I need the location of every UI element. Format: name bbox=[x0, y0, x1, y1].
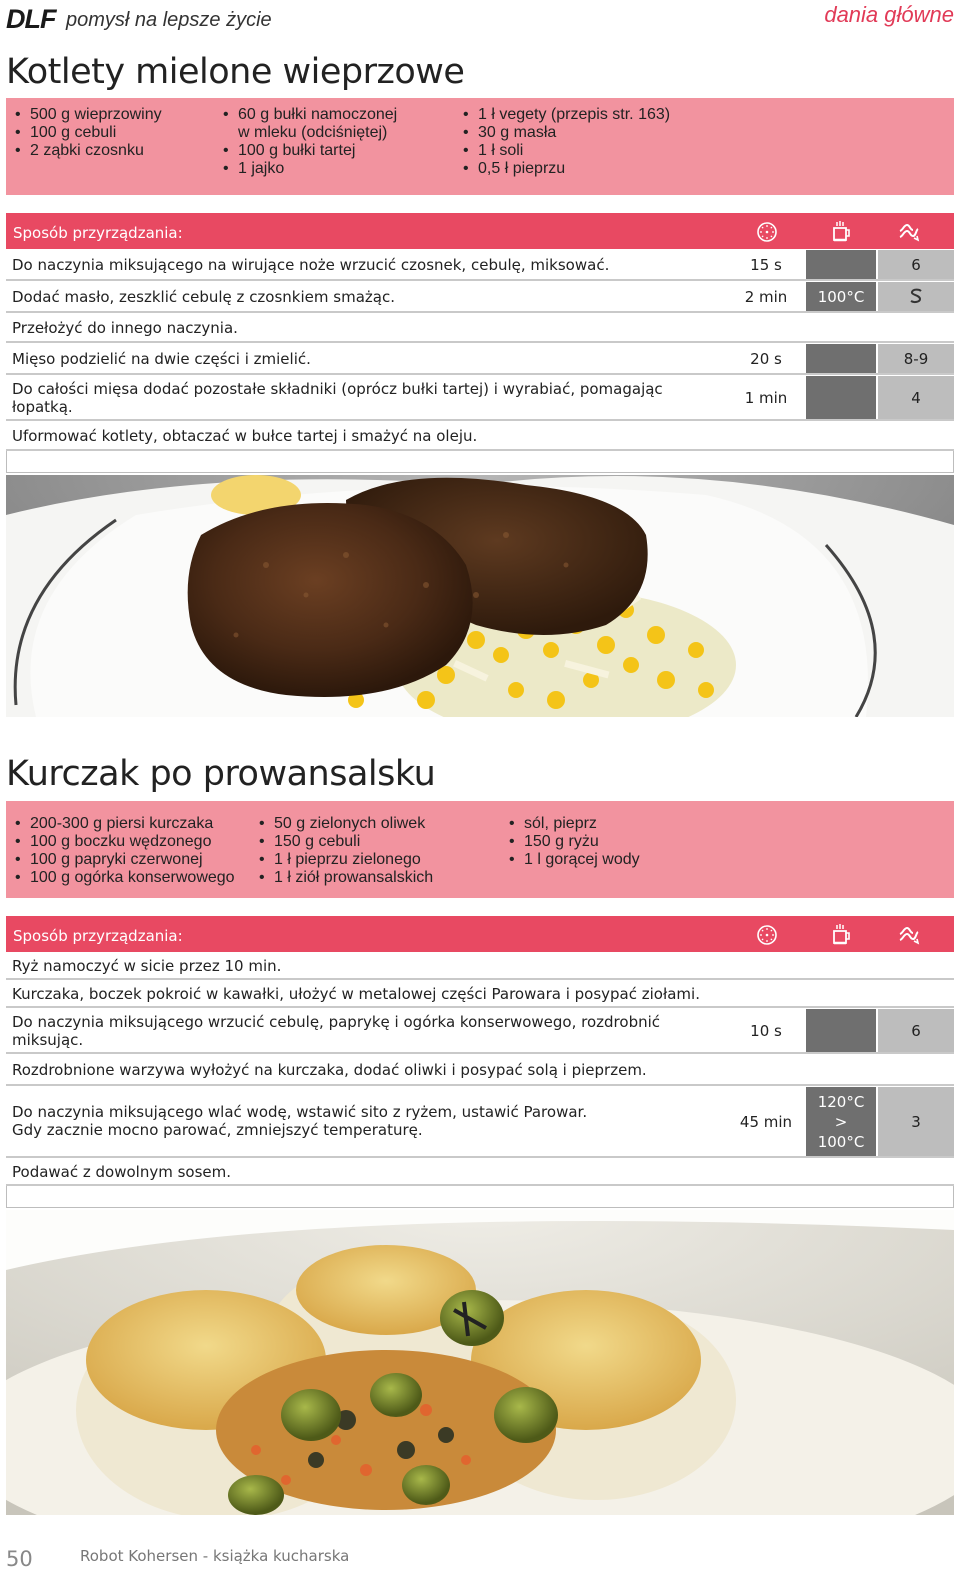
step-text: Uformować kotlety, obtaczać w bułce tartej i smażyć na oleju. bbox=[12, 427, 478, 445]
step-row bbox=[6, 343, 954, 375]
step-speed: 8-9 bbox=[878, 344, 954, 373]
step-text: Dodać masło, zeszklić cebulę z czosnkiem smażąc. bbox=[12, 288, 395, 306]
step-text: Do całości mięsa dodać pozostałe składniki (oprócz bułki tartej) i wyrabiać, pomagając łopatką. bbox=[12, 380, 663, 416]
speed-icon bbox=[897, 923, 921, 947]
method-table bbox=[6, 916, 954, 1208]
step-text: Mięso podzielić na dwie części i zmielić. bbox=[12, 350, 311, 368]
step-row bbox=[6, 249, 954, 281]
clock-icon bbox=[755, 220, 779, 244]
step-row bbox=[6, 1158, 954, 1186]
method-header bbox=[6, 213, 954, 249]
table-spacer-row bbox=[6, 1186, 954, 1208]
speed-icon bbox=[897, 220, 921, 244]
step-row bbox=[6, 952, 954, 980]
step-time: 1 min bbox=[728, 376, 804, 419]
method-label: Sposób przyrządzania: bbox=[13, 224, 183, 242]
ingredient-item-continuation: w mleku (odciśniętej) bbox=[238, 124, 388, 141]
step-row bbox=[6, 980, 954, 1008]
dish-photo-kurczak bbox=[6, 1210, 954, 1515]
ingredient-item: • 50 g zielonych oliwek bbox=[258, 815, 433, 833]
book-title: Robot Kohersen - książka kucharska bbox=[80, 1547, 350, 1565]
page-number: 50 bbox=[6, 1547, 33, 1571]
method-table bbox=[6, 213, 954, 475]
step-text: Ryż namoczyć w sicie przez 10 min. bbox=[12, 957, 282, 975]
table-spacer-row bbox=[6, 451, 954, 473]
category-label: dania główne bbox=[824, 2, 954, 27]
ingredients-column-3 bbox=[508, 815, 640, 869]
temperature-arrow: > bbox=[834, 1112, 848, 1131]
ingredient-item: • 100 g boczku wędzonego bbox=[14, 833, 235, 851]
thermometer-bowl-icon bbox=[829, 220, 853, 244]
page-header bbox=[0, 0, 960, 42]
step-time: 15 s bbox=[728, 250, 804, 279]
step-time: 20 s bbox=[728, 344, 804, 373]
ingredient-item: • 100 g ogórka konserwowego bbox=[14, 869, 235, 887]
ingredients-column-2 bbox=[258, 815, 433, 887]
ingredient-item: • 200-300 g piersi kurczaka bbox=[14, 815, 235, 833]
step-text: Do naczynia miksującego na wirujące noże wrzucić czosnek, cebulę, miksować. bbox=[12, 256, 610, 274]
ingredients-column-1 bbox=[14, 106, 162, 160]
spoon-speed-icon bbox=[908, 288, 924, 306]
ingredient-item: • 500 g wieprzowiny bbox=[14, 106, 162, 124]
step-row bbox=[6, 1054, 954, 1086]
step-time: 2 min bbox=[728, 282, 804, 311]
ingredients-column-1 bbox=[14, 815, 235, 887]
step-row bbox=[6, 375, 954, 421]
ingredient-item: • 150 g cebuli bbox=[258, 833, 433, 851]
step-text: Rozdrobnione warzywa wyłożyć na kurczaka, dodać oliwki i posypać solą i pieprzem. bbox=[12, 1061, 647, 1079]
method-header bbox=[6, 916, 954, 952]
step-temperature: 100°C bbox=[806, 282, 876, 311]
step-row bbox=[6, 313, 954, 343]
step-row bbox=[6, 421, 954, 451]
step-text: Do naczynia miksującego wrzucić cebulę, paprykę i ogórka konserwowego, rozdrobnić miksując. bbox=[12, 1013, 661, 1049]
step-speed: 3 bbox=[878, 1087, 954, 1156]
temperature-start: 120°C bbox=[817, 1092, 865, 1111]
ingredients-column-3 bbox=[462, 106, 670, 178]
ingredients-column-2 bbox=[222, 106, 397, 178]
ingredient-item: • 100 g bułki tartej bbox=[222, 142, 397, 160]
step-temperature bbox=[806, 1009, 876, 1052]
step-speed: 6 bbox=[878, 250, 954, 279]
step-temperature bbox=[806, 376, 876, 419]
step-speed: 6 bbox=[878, 1009, 954, 1052]
method-label: Sposób przyrządzania: bbox=[13, 927, 183, 945]
ingredient-item: • 2 ząbki czosnku bbox=[14, 142, 162, 160]
clock-icon bbox=[755, 923, 779, 947]
ingredients-panel bbox=[6, 801, 954, 898]
step-text-line2: Gdy zacznie mocno parować, zmniejszyć temperaturę. bbox=[12, 1121, 423, 1139]
brand-tagline: pomysł na lepsze życie bbox=[66, 9, 272, 31]
step-time: 45 min bbox=[728, 1087, 804, 1156]
step-text: Przełożyć do innego naczynia. bbox=[12, 319, 238, 337]
temperature-end: 100°C bbox=[817, 1132, 865, 1151]
step-text: Podawać z dowolnym sosem. bbox=[12, 1163, 232, 1181]
ingredient-item: • 1 jajko bbox=[222, 160, 397, 178]
ingredient-item: • 100 g cebuli bbox=[14, 124, 162, 142]
ingredient-item: • 100 g papryki czerwonej bbox=[14, 851, 235, 869]
ingredient-item: • sól, pieprz bbox=[508, 815, 640, 833]
step-text: Kurczaka, boczek pokroić w kawałki, ułożyć w metalowej części Parowara i posypać ziołami. bbox=[12, 985, 700, 1003]
ingredient-item: • 1 ł ziół prowansalskich bbox=[258, 869, 433, 887]
ingredients-panel bbox=[6, 98, 954, 195]
step-speed bbox=[878, 282, 954, 311]
brand-logo: DLF bbox=[6, 4, 56, 34]
step-temperature bbox=[806, 1087, 876, 1156]
recipe-title: Kotlety mielone wieprzowe bbox=[6, 52, 465, 92]
step-speed: 4 bbox=[878, 376, 954, 419]
step-temperature bbox=[806, 250, 876, 279]
ingredient-item: • 0,5 ł pieprzu bbox=[462, 160, 670, 178]
step-row bbox=[6, 281, 954, 313]
step-text: Do naczynia miksującego wlać wodę, wstawić sito z ryżem, ustawić Parowar. bbox=[12, 1103, 588, 1121]
ingredient-item: • 150 g ryżu bbox=[508, 833, 640, 851]
ingredient-item: • 1 l gorącej wody bbox=[508, 851, 640, 869]
ingredient-item: • 1 ł soli bbox=[462, 142, 670, 160]
step-row bbox=[6, 1008, 954, 1054]
ingredient-item: • 1 ł pieprzu zielonego bbox=[258, 851, 433, 869]
step-row bbox=[6, 1086, 954, 1158]
step-time: 10 s bbox=[728, 1009, 804, 1052]
dish-photo-kotlety bbox=[6, 475, 954, 717]
ingredient-item: • 60 g bułki namoczonej bbox=[222, 106, 397, 124]
ingredient-item: • 1 ł vegety (przepis str. 163) bbox=[462, 106, 670, 124]
step-temperature bbox=[806, 344, 876, 373]
recipe-title: Kurczak po prowansalsku bbox=[6, 754, 436, 794]
ingredient-item: • 30 g masła bbox=[462, 124, 670, 142]
thermometer-bowl-icon bbox=[829, 923, 853, 947]
